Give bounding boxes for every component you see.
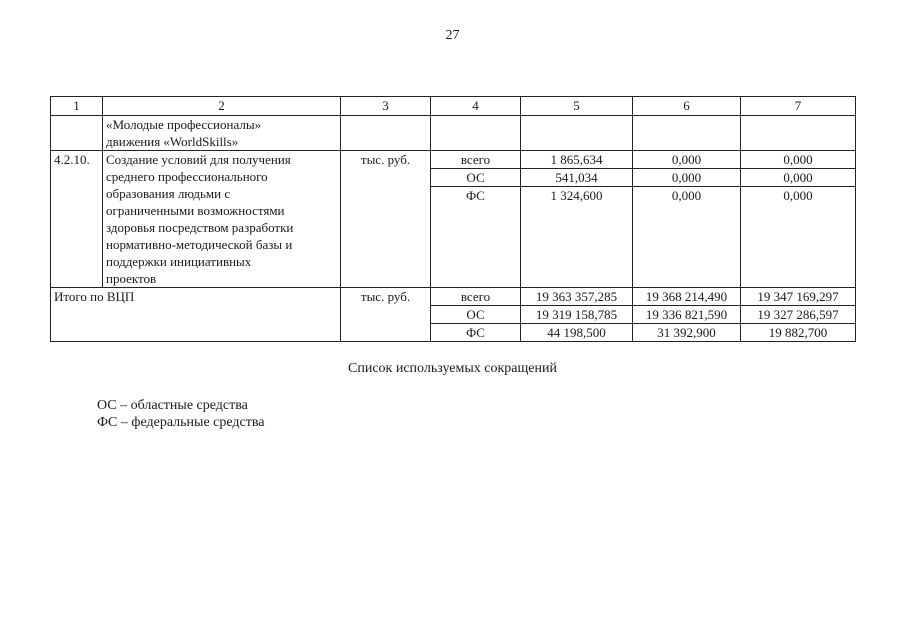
source-cell: ФС bbox=[431, 324, 521, 342]
col-header-7: 7 bbox=[741, 97, 856, 116]
value-cell: 31 392,900 bbox=[633, 324, 741, 342]
continuation-name-line: «Молодые профессионалы» bbox=[106, 117, 262, 132]
item-name-line: здоровья посредством разработки bbox=[106, 220, 294, 235]
value-cell: 19 882,700 bbox=[741, 324, 856, 342]
source-cell: всего bbox=[431, 151, 521, 169]
value-cell: 1 865,634 bbox=[521, 151, 633, 169]
value-cell: 19 363 357,285 bbox=[521, 288, 633, 306]
col-header-3: 3 bbox=[341, 97, 431, 116]
value-cell: 0,000 bbox=[633, 169, 741, 187]
value-cell: 19 327 286,597 bbox=[741, 306, 856, 324]
col-header-5: 5 bbox=[521, 97, 633, 116]
value-cell: 0,000 bbox=[741, 151, 856, 169]
item-name-line: Создание условий для получения bbox=[106, 152, 291, 167]
item-unit: тыс. руб. bbox=[341, 151, 431, 288]
item-name-line: поддержки инициативных bbox=[106, 254, 252, 269]
value-cell: 0,000 bbox=[633, 187, 741, 288]
continuation-name-cell bbox=[103, 116, 341, 151]
table-row bbox=[51, 151, 856, 169]
value-cell: 1 324,600 bbox=[521, 187, 633, 288]
table-header-row bbox=[51, 97, 856, 116]
value-cell: 0,000 bbox=[741, 169, 856, 187]
value-cell: 0,000 bbox=[741, 187, 856, 288]
col-header-6: 6 bbox=[633, 97, 741, 116]
value-cell: 19 319 158,785 bbox=[521, 306, 633, 324]
item-name-line: проектов bbox=[106, 271, 157, 286]
value-cell: 19 336 821,590 bbox=[633, 306, 741, 324]
value-cell: 0,000 bbox=[633, 151, 741, 169]
value-cell: 19 347 169,297 bbox=[741, 288, 856, 306]
total-label: Итого по ВЦП bbox=[51, 288, 341, 342]
total-row bbox=[51, 288, 856, 306]
total-unit: тыс. руб. bbox=[341, 288, 431, 342]
source-cell: ОС bbox=[431, 169, 521, 187]
item-name-line: нормативно-методической базы и bbox=[106, 237, 293, 252]
source-cell: всего bbox=[431, 288, 521, 306]
col-header-1: 1 bbox=[51, 97, 103, 116]
value-cell: 44 198,500 bbox=[521, 324, 633, 342]
item-code: 4.2.10. bbox=[51, 151, 103, 288]
item-name-line: среднего профессионального bbox=[106, 169, 268, 184]
abbreviations-title: Список используемых сокращений bbox=[348, 361, 557, 376]
continuation-row bbox=[51, 116, 856, 151]
item-name-line: ограниченными возможностями bbox=[106, 203, 285, 218]
abbreviation-item: ОС – областные средства bbox=[97, 398, 248, 413]
value-cell: 541,034 bbox=[521, 169, 633, 187]
budget-table bbox=[50, 96, 856, 342]
col-header-2: 2 bbox=[103, 97, 341, 116]
abbreviation-item: ФС – федеральные средства bbox=[97, 415, 265, 430]
col-header-4: 4 bbox=[431, 97, 521, 116]
source-cell: ФС bbox=[431, 187, 521, 288]
value-cell: 19 368 214,490 bbox=[633, 288, 741, 306]
continuation-name-line: движения «WorldSkills» bbox=[106, 134, 239, 149]
item-name-cell bbox=[103, 151, 341, 288]
source-cell: ОС bbox=[431, 306, 521, 324]
item-name-line: образования людьми с bbox=[106, 186, 231, 201]
page-number: 27 bbox=[445, 28, 460, 43]
